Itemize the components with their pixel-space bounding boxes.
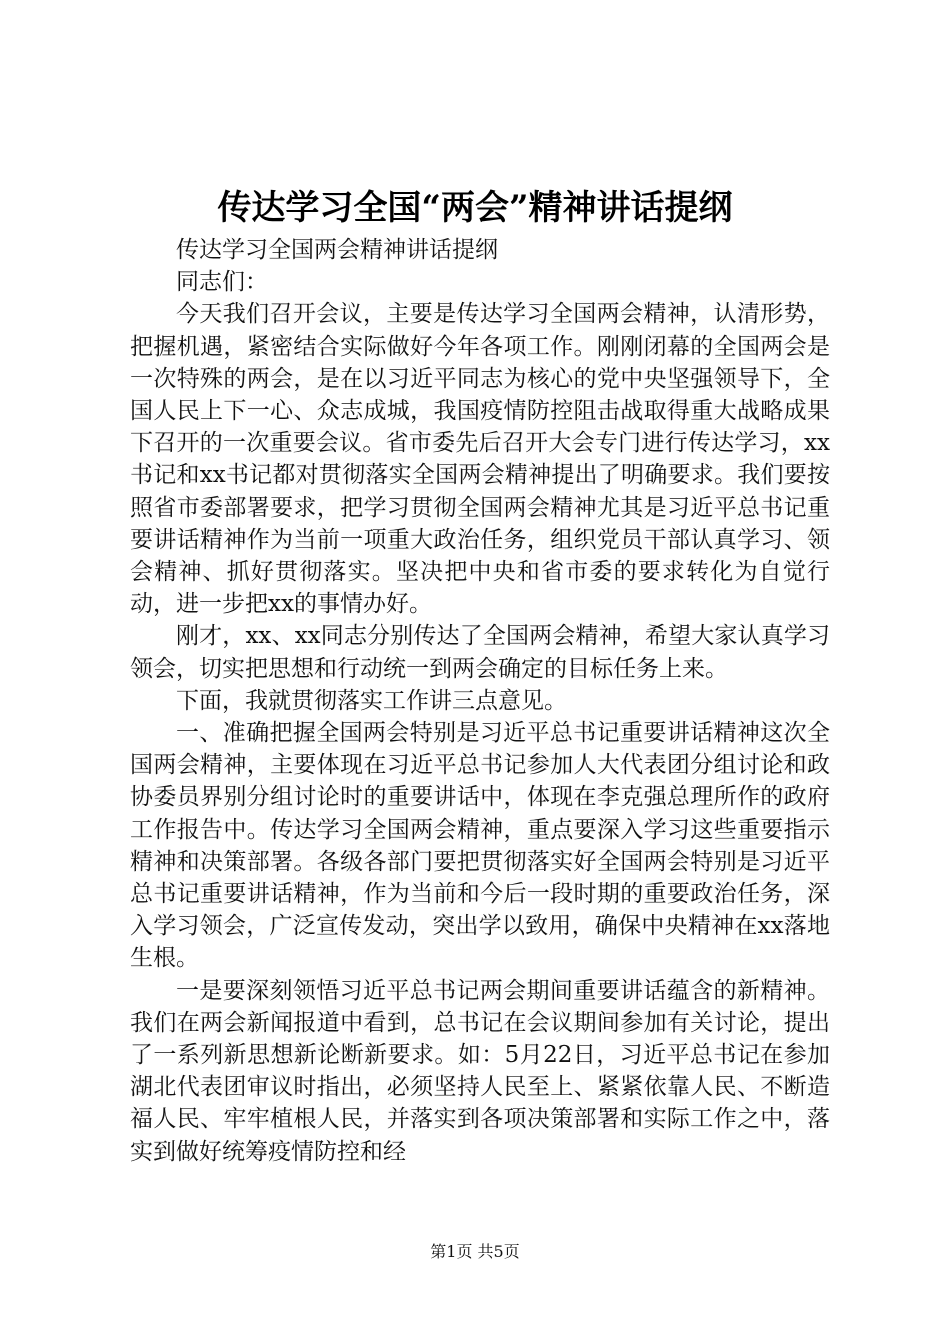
body-paragraph: 今天我们召开会议，主要是传达学习全国两会精神，认清形势，把握机遇，紧密结合实际做好今年各项工作。刚刚闭幕的全国两会是一次特殊的两会，是在以习近平同志为核心的党中央坚强领导下，全国人民上下一心、众志成城，我国疫情防控阻击战取得重大战略成果下召开的一次重要会议。省市委先后召开大会专门进行传达学习，xx书记和xx书记都对贯彻落实全国两会精神提出了明确要求。我们要按照省市委部署要求，把学习贯彻全国两会精神尤其是习近平总书记重要讲话精神作为当前一项重大政治任务，组织党员干部认真学习、领会精神、抓好贯彻落实。坚决把中央和省市委的要求转化为自觉行动，进一步把xx的事情办好。 bbox=[130, 301, 830, 618]
body-paragraph-salutation: 同志们： bbox=[176, 269, 268, 296]
body-paragraph-subtitle: 传达学习全国两会精神讲话提纲 bbox=[176, 237, 498, 263]
page-footer: 第1页 共5页 bbox=[430, 1242, 520, 1261]
body-paragraph: 一、准确把握全国两会特别是习近平总书记重要讲话精神这次全国两会精神，主要体现在习近平总书记参加人大代表团分组讨论和政协委员界别分组讨论时的重要讲话中，体现在李克强总理所作的政府工作报告中。传达学习全国两会精神，重点要深入学习这些重要指示精神和决策部署。各级各部门要把贯彻落实好全国两会特别是习近平总书记重要讲话精神，作为当前和今后一段时期的重要政治任务，深入学习领会，广泛宣传发动，突出学以致用，确保中央精神在xx落地生根。 bbox=[130, 720, 830, 972]
body-paragraph: 一是要深刻领悟习近平总书记两会期间重要讲话蕴含的新精神。我们在两会新闻报道中看到，总书记在会议期间参加有关讨论，提出了一系列新思想新论断新要求。如：5月22日，习近平总书记在参加湖北代表团审议时指出，必须坚持人民至上、紧紧依靠人民、不断造福人民、牢牢植根人民，并落实到各项决策部署和实际工作之中，落实到做好统筹疫情防控和经 bbox=[130, 977, 830, 1165]
body-paragraph: 下面，我就贯彻落实工作讲三点意见。 bbox=[176, 687, 567, 714]
document-title: 传达学习全国“两会”精神讲话提纲 bbox=[217, 188, 733, 228]
document-body bbox=[130, 234, 830, 1168]
body-paragraph: 刚才，xx、xx同志分别传达了全国两会精神，希望大家认真学习领会，切实把思想和行动统一到两会确定的目标任务上来。 bbox=[130, 623, 830, 682]
